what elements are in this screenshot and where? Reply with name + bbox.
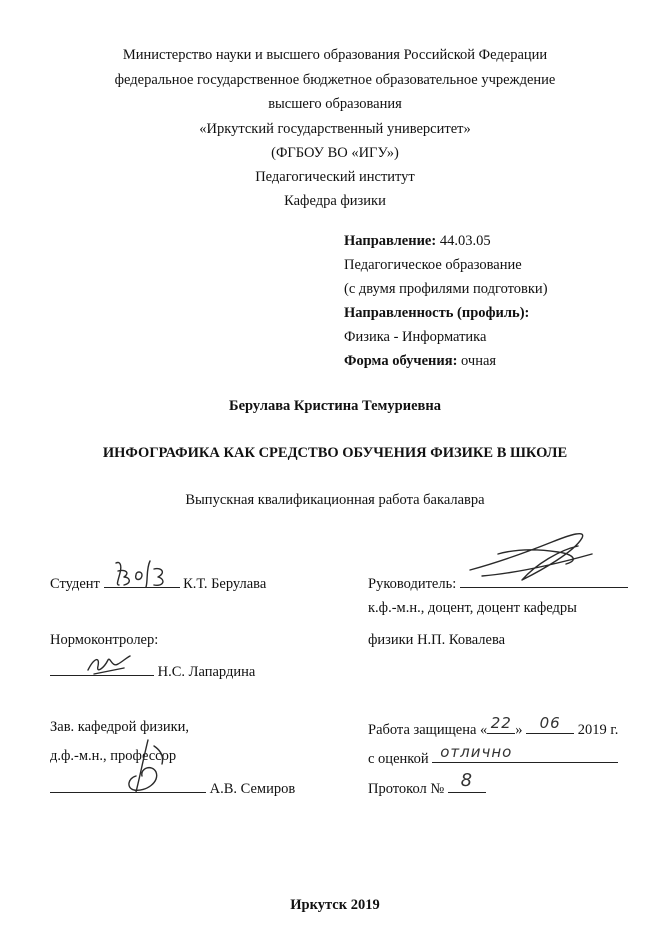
direction-line3: (с двумя профилями подготовки)	[344, 281, 548, 297]
normcontrol-row	[50, 661, 255, 681]
head-title-line1: Зав. кафедрой физики,	[50, 719, 190, 735]
city-year: Иркутск 2019	[290, 897, 380, 913]
protocol-line	[448, 770, 486, 793]
supervisor-signature	[462, 524, 602, 588]
profile-label: Направленность (профиль):	[344, 305, 530, 321]
defense-month-line	[526, 714, 574, 734]
defended-prefix: Работа защищена «	[368, 722, 488, 738]
protocol-label: Протокол №	[368, 781, 445, 797]
author-name: Берулава Кристина Темуриевна	[229, 398, 441, 414]
work-type: Выпускная квалификационная работа бакалавра	[185, 492, 485, 508]
education-level-line: высшего образования	[268, 96, 402, 112]
grade-label: с оценкой	[368, 751, 429, 767]
defense-month: 06	[539, 714, 561, 732]
quote-close: »	[515, 722, 523, 738]
direction-line2: Педагогическое образование	[344, 257, 522, 273]
university-name: «Иркутский государственный университет»	[199, 121, 471, 137]
protocol-row	[368, 770, 486, 798]
institute-name: Педагогический институт	[255, 169, 415, 185]
department-name: Кафедра физики	[284, 193, 386, 209]
institution-type-line: федеральное государственное бюджетное образовательное учреждение	[114, 72, 556, 88]
direction-label: Направление:	[344, 233, 437, 249]
normcontrol-signature	[84, 648, 134, 678]
supervisor-title: к.ф.-м.н., доцент, доцент кафедры	[368, 600, 577, 616]
supervisor-label: Руководитель:	[368, 576, 457, 592]
thesis-title: ИНФОГРАФИКА КАК СРЕДСТВО ОБУЧЕНИЯ ФИЗИКЕ В ШКОЛЕ	[102, 445, 568, 461]
defense-year: 2019 г.	[577, 722, 619, 738]
supervisor-name: физики Н.П. Ковалева	[368, 632, 506, 648]
protocol-number: 8	[460, 770, 474, 791]
form-label: Форма обучения:	[344, 353, 458, 369]
student-signature	[110, 555, 180, 591]
normcontrol-label: Нормоконтролер:	[50, 632, 159, 648]
head-title-line2: д.ф.-м.н., профессор	[50, 748, 177, 764]
grade-line	[432, 743, 618, 763]
head-signature	[118, 736, 172, 796]
student-label: Студент	[50, 576, 100, 592]
form-row	[344, 353, 496, 370]
form-value: очная	[461, 353, 497, 369]
university-abbr: (ФГБОУ ВО «ИГУ»)	[271, 145, 399, 161]
defense-row	[368, 714, 619, 739]
profile-value: Физика - Информатика	[344, 329, 487, 345]
normcontrol-name: Н.С. Лапардина	[157, 664, 256, 680]
defense-day-line	[487, 714, 515, 734]
defense-day: 22	[490, 714, 512, 732]
grade-row	[368, 743, 618, 768]
ministry-line: Министерство науки и высшего образования Российской Федерации	[122, 47, 548, 63]
grade-value: отлично	[440, 743, 513, 761]
direction-row	[344, 233, 491, 250]
direction-value: 44.03.05	[439, 233, 491, 249]
head-name: А.В. Семиров	[209, 781, 296, 797]
student-name: К.Т. Берулава	[183, 576, 267, 592]
head-row	[50, 778, 295, 798]
